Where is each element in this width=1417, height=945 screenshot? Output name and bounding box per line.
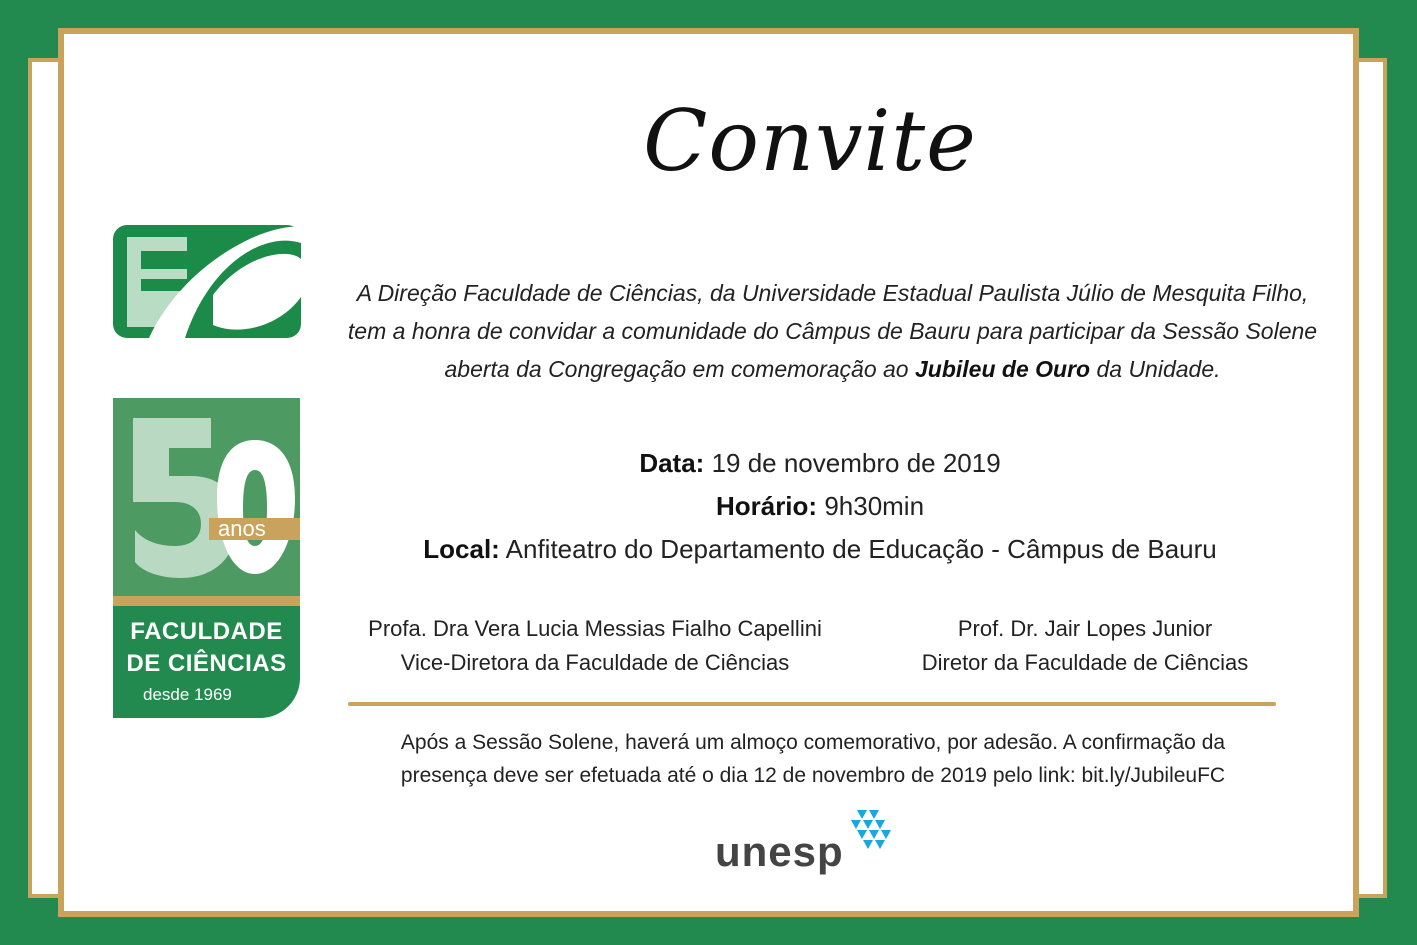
date-value: 19 de novembro de 2019	[711, 448, 1001, 478]
signature-director	[880, 612, 1290, 680]
badge-faculdade-label: FACULDADE	[130, 618, 283, 645]
intro-highlight: Jubileu de Ouro	[915, 356, 1091, 382]
gold-divider	[348, 702, 1276, 706]
badge-gold-stripe	[113, 596, 300, 606]
unesp-wordmark: unesp	[715, 828, 844, 875]
fifty-digits-icon	[113, 398, 300, 596]
place-label: Local:	[423, 534, 500, 564]
note-line-1: Após a Sessão Solene, haverá um almoço comemorativo, por adesão. A confirmação da	[400, 731, 1226, 754]
time-row	[330, 485, 1310, 528]
intro-text-start: A Direção Faculdade de Ciências, da Universidade Estadual Paulista Júlio de Mesquita Filho, tem a honra de convidar a comunidade do Câmpus de Bauru para participar da Sessão Solene aberta da Congregação em comemoração ao	[347, 280, 1318, 382]
fifty-years-badge	[113, 398, 300, 718]
signature-right-name: Prof. Dr. Jair Lopes Junior	[957, 616, 1213, 641]
unesp-logo	[715, 808, 915, 878]
date-label: Data:	[639, 448, 705, 478]
signature-right-role: Diretor da Faculdade de Ciências	[921, 650, 1249, 675]
badge-anos-label: anos	[218, 516, 266, 541]
date-row	[330, 442, 1310, 485]
lunch-note	[330, 726, 1296, 792]
signature-vice-director	[330, 612, 860, 680]
badge-since-label: desde 1969	[143, 685, 232, 704]
event-details	[330, 442, 1310, 571]
time-value: 9h30min	[824, 491, 925, 521]
invitation-intro	[345, 274, 1320, 388]
fc-logo-icon	[113, 225, 301, 338]
signature-left-name: Profa. Dra Vera Lucia Messias Fialho Capellini	[368, 616, 822, 641]
unesp-triangles-icon	[843, 808, 899, 850]
signature-left-role: Vice-Diretora da Faculdade de Ciências	[400, 650, 790, 675]
note-line-2: presença deve ser efetuada até o dia 12 de novembro de 2019 pelo link: bit.ly/JubileuFC	[400, 764, 1226, 787]
place-row	[330, 528, 1310, 571]
badge-ciencias-label: DE CIÊNCIAS	[126, 650, 287, 677]
time-label: Horário:	[715, 491, 818, 521]
invitation-title: Convite	[643, 92, 977, 190]
intro-text-end: da Unidade.	[1090, 356, 1221, 382]
place-value: Anfiteatro do Departamento de Educação - Câmpus de Bauru	[505, 534, 1217, 564]
